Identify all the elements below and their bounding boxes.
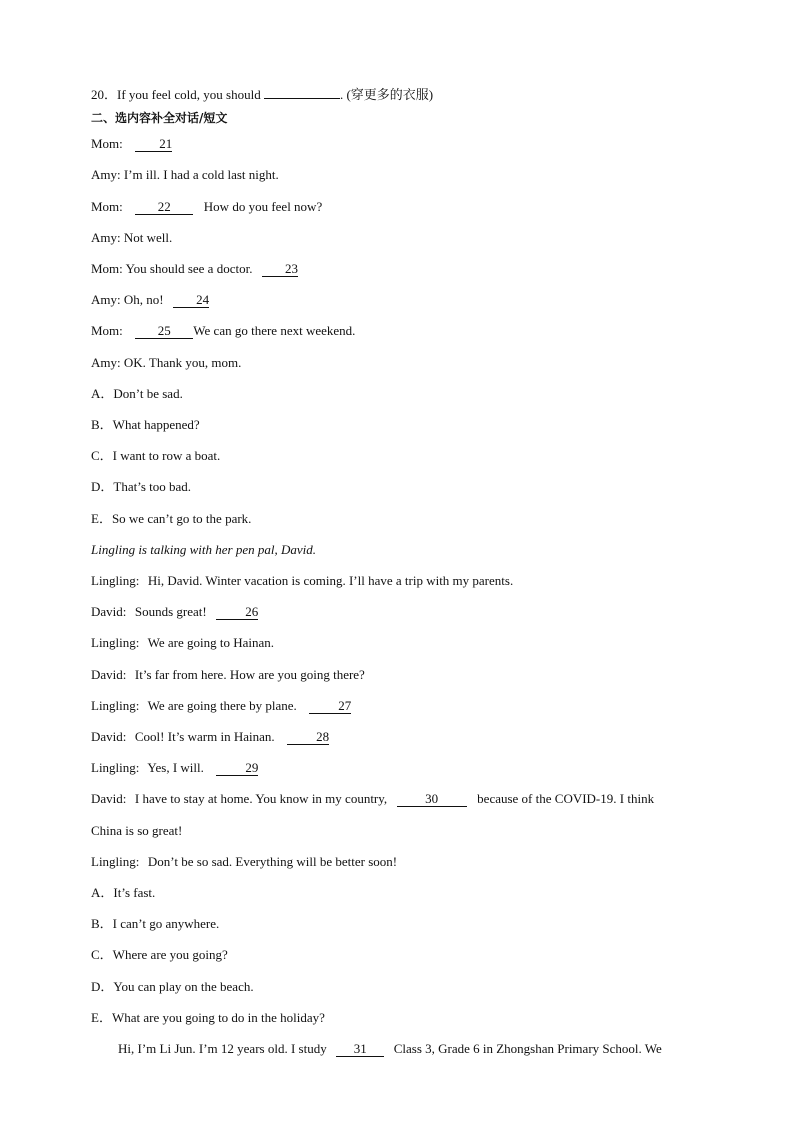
dialogue2-line-2 [91,604,258,620]
dialogue-text: OK. Thank you, mom. [123,355,242,370]
dialogue-text: Sounds great! [134,604,207,619]
speaker-label: Amy: [91,230,121,245]
dialogue1-line-1 [91,136,172,152]
answer-blank-20 [264,84,340,99]
question-20 [91,84,433,100]
option-b: B．What happened? [91,417,200,432]
answer-blank-21: 21 [135,137,172,152]
speaker-label: Amy: [91,292,121,307]
dialogue-text: I have to stay at home. You know in my country, [134,791,388,806]
answer-blank-24: 24 [173,293,209,308]
speaker-label: Mom: [91,136,123,151]
dialogue2-line-8 [91,791,654,807]
option-c: C．I want to row a boat. [91,448,221,463]
passage-line-1 [118,1041,662,1057]
option-c: C．Where are you going? [91,947,228,962]
dialogue-text: We are going there by plane. [147,698,297,713]
answer-blank-23: 23 [262,262,298,277]
dialogue-text: China is so great! [91,823,183,838]
speaker-label: Amy: [91,167,121,182]
speaker-label: David: [91,604,127,619]
speaker-label: Mom: [91,199,123,214]
answer-blank-22: 22 [135,200,193,215]
option-a: A．It’s fast. [91,885,156,900]
dialogue1-line-8 [91,355,241,371]
option-a: A．Don’t be sad. [91,386,183,401]
dialogue-text: Hi, David. Winter vacation is coming. I’ll have a trip with my parents. [147,573,514,588]
dialogue1-line-3 [91,199,322,215]
section-heading: 二、选内容补全对话/短文 [91,111,228,125]
option-d: D．You can play on the beach. [91,979,254,994]
passage-text: Hi, I’m Li Jun. I’m 12 years old. I study [118,1041,327,1056]
speaker-label: Lingling: [91,854,140,869]
speaker-label: David: [91,729,127,744]
speaker-label: Lingling: [91,573,140,588]
dialogue1-line-7 [91,323,355,339]
dialogue2-line-6 [91,729,329,745]
dialogue2-line-10 [91,854,397,870]
dialogue2-line-3 [91,635,274,651]
answer-blank-27: 27 [309,699,351,714]
dialogue-text: We can go there next weekend. [193,323,356,338]
speaker-label: Lingling: [91,635,140,650]
dialogue-text-after: because of the COVID-19. I think [477,791,655,806]
answer-blank-28: 28 [287,730,329,745]
option-e: E．What are you going to do in the holiday? [91,1010,325,1025]
dialogue2-line-9 [91,823,182,839]
dialogue-text: We are going to Hainan. [147,635,275,650]
answer-blank-31: 31 [336,1042,384,1057]
dialogue-text: Not well. [123,230,173,245]
speaker-label: Lingling: [91,698,140,713]
dialogue2-intro: Lingling is talking with her pen pal, David. [91,542,316,557]
answer-blank-29: 29 [216,761,258,776]
speaker-label: David: [91,791,127,806]
dialogue-text: How do you feel now? [203,199,323,214]
dialogue-text: Don’t be so sad. Everything will be better soon! [147,854,398,869]
answer-blank-30: 30 [397,792,467,807]
dialogue1-line-5 [91,261,298,277]
question-20-text: 20．If you feel cold, you should [91,87,261,102]
option-e: E．So we can’t go to the park. [91,511,252,526]
dialogue-text: I’m ill. I had a cold last night. [123,167,279,182]
answer-blank-25: 25 [135,324,193,339]
dialogue1-line-2 [91,167,279,183]
dialogue1-line-4 [91,230,172,246]
dialogue2-line-5 [91,698,351,714]
dialogue-text: Oh, no! [123,292,164,307]
passage-text-after: Class 3, Grade 6 in Zhongshan Primary School. We [393,1041,662,1056]
dialogue2-line-7 [91,760,258,776]
dialogue2-line-1 [91,573,513,589]
dialogue-text: Cool! It’s warm in Hainan. [134,729,275,744]
speaker-label: Lingling: [91,760,140,775]
speaker-label: Amy: [91,355,121,370]
dialogue2-line-4 [91,667,365,683]
dialogue1-line-6 [91,292,209,308]
dialogue-text: It’s far from here. How are you going there? [134,667,365,682]
option-d: D．That’s too bad. [91,479,192,494]
speaker-label: Mom: [91,261,123,276]
speaker-label: David: [91,667,127,682]
speaker-label: Mom: [91,323,123,338]
option-b: B．I can’t go anywhere. [91,916,220,931]
dialogue-text: Yes, I will. [147,760,204,775]
question-20-hint: . (穿更多的衣服) [339,87,434,102]
answer-blank-26: 26 [216,605,258,620]
dialogue-text: You should see a doctor. [125,261,253,276]
